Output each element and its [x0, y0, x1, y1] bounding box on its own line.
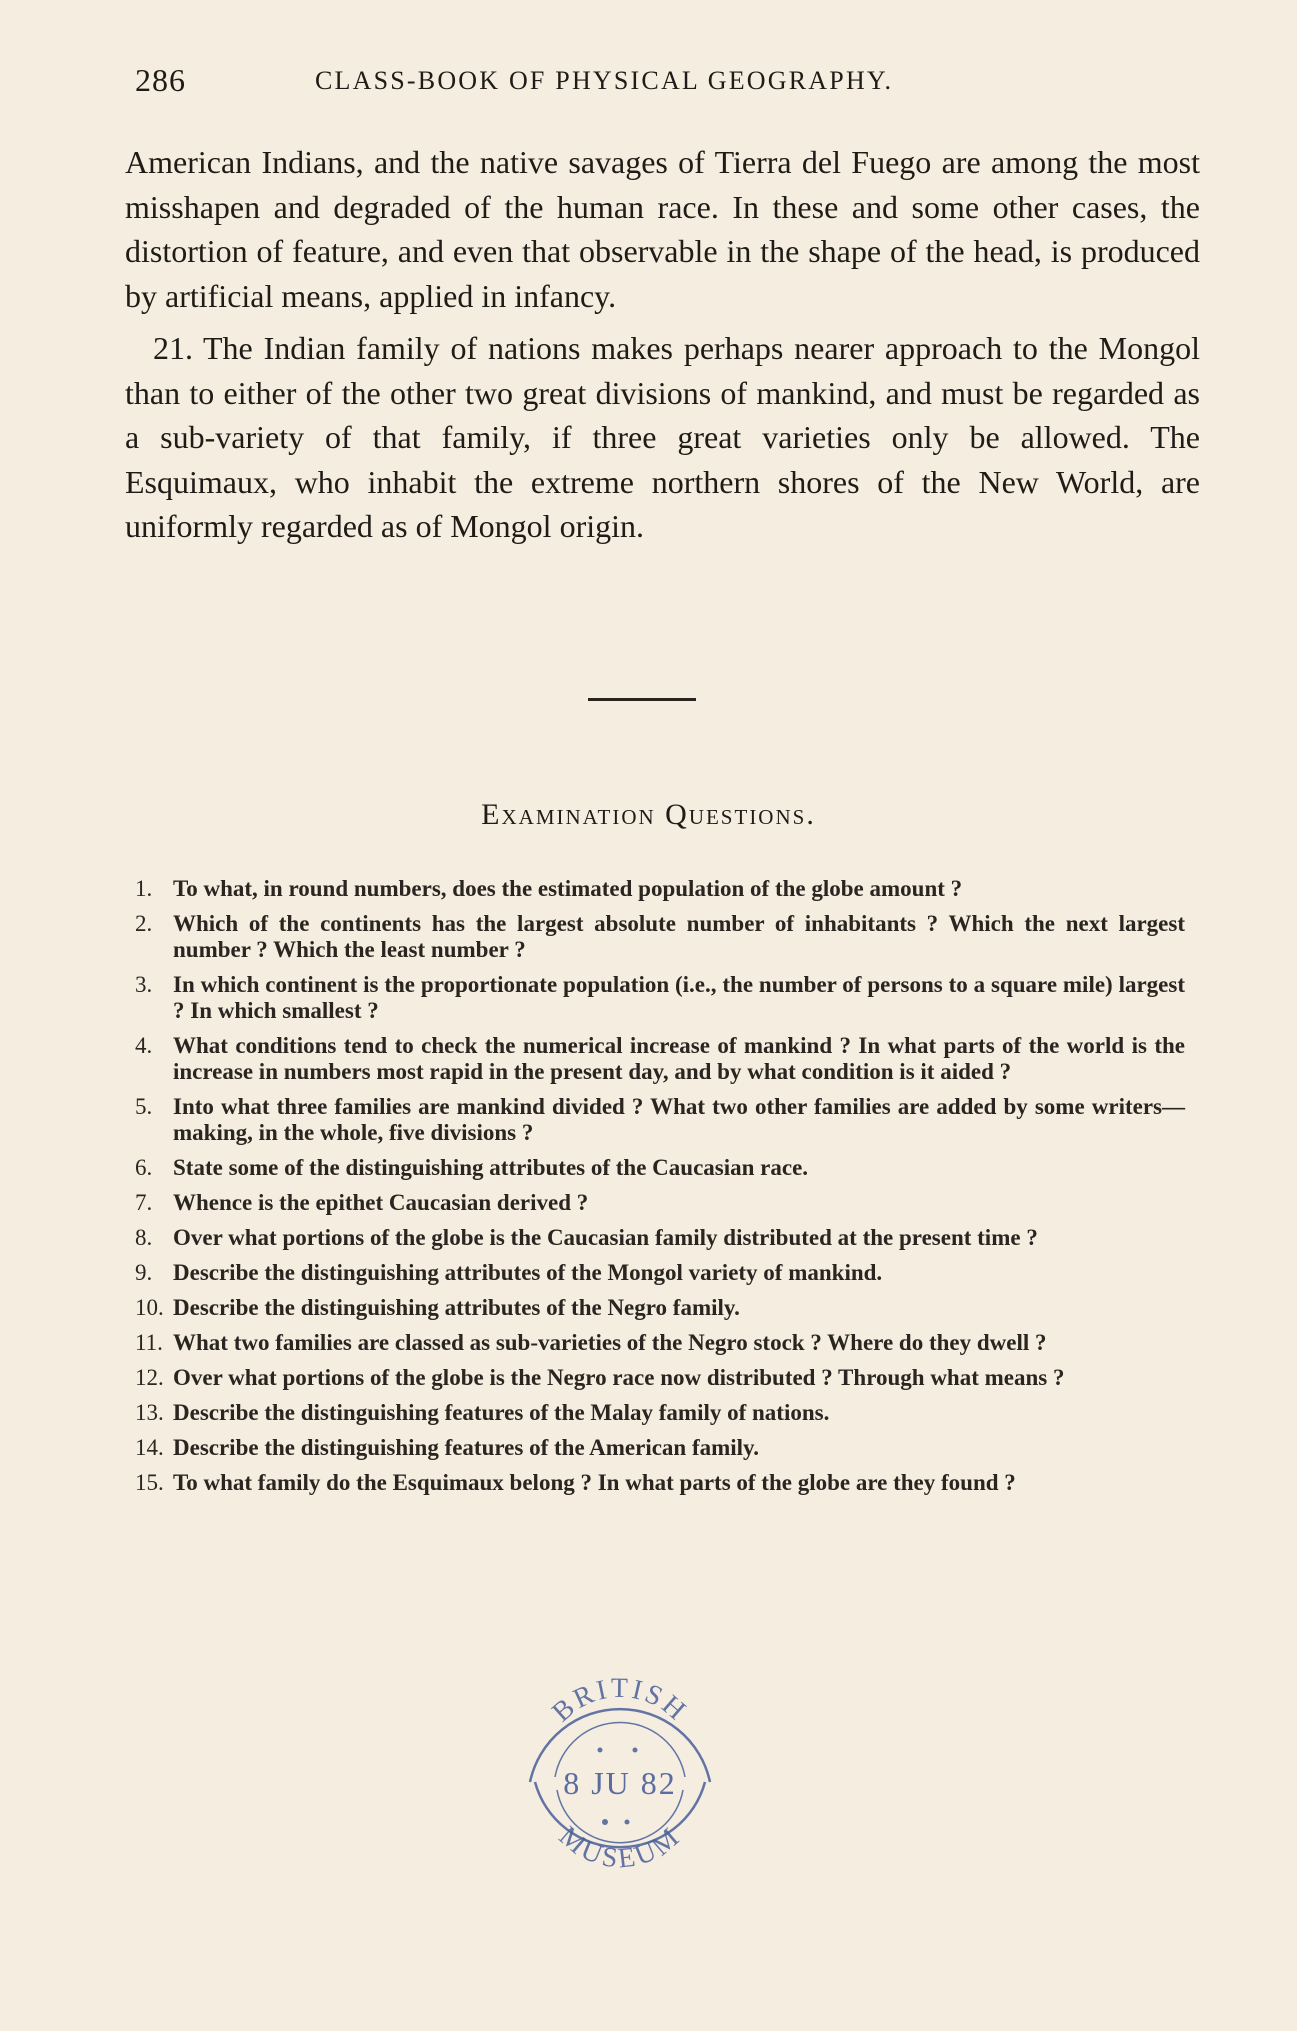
question-item: [135, 1094, 1185, 1146]
running-title: CLASS-BOOK OF PHYSICAL GEOGRAPHY.: [315, 66, 894, 95]
question-number: 9.: [135, 1260, 153, 1285]
question-text: To what family do the Esquimaux belong ? In what parts of the globe are they found ?: [173, 1470, 1016, 1495]
stamp-date: 8 JU 82: [563, 1765, 677, 1801]
question-item: [135, 911, 1185, 963]
paragraph-number: 21.: [153, 330, 193, 366]
question-number: 13.: [135, 1400, 164, 1425]
question-number: 15.: [135, 1470, 164, 1495]
question-text: Into what three families are mankind divided ? What two other families are added by some writers—making, in the whole, five divisions ?: [173, 1094, 1185, 1145]
questions-list: [135, 876, 1185, 1505]
question-text: Over what portions of the globe is the Caucasian family distributed at the present time ?: [173, 1225, 1038, 1250]
question-item: [135, 876, 1185, 902]
question-number: 11.: [135, 1330, 163, 1355]
question-text: In which continent is the proportionate population (i.e., the number of persons to a square mile) largest ? In which smallest ?: [173, 972, 1185, 1023]
body-text: [125, 140, 1200, 557]
question-item: [135, 1400, 1185, 1426]
question-number: 6.: [135, 1155, 153, 1180]
stamp-graphic: [505, 1672, 735, 1882]
question-text: Whence is the epithet Caucasian derived ?: [173, 1190, 589, 1215]
question-item: [135, 1435, 1185, 1461]
question-number: 5.: [135, 1094, 153, 1119]
question-item: [135, 1295, 1185, 1321]
question-text: What two families are classed as sub-varieties of the Negro stock ? Where do they dwell ?: [173, 1330, 1047, 1355]
question-item: [135, 1470, 1185, 1496]
question-number: 10.: [135, 1295, 164, 1320]
question-item: [135, 972, 1185, 1024]
question-number: 1.: [135, 876, 153, 901]
question-number: 4.: [135, 1033, 153, 1058]
question-text: What conditions tend to check the numerical increase of mankind ? In what parts of the world is the increase in numbers most rapid in the present day, and by what condition is it aided ?: [173, 1033, 1185, 1084]
question-number: 12.: [135, 1365, 164, 1390]
question-item: [135, 1225, 1185, 1251]
paragraph-2-text: The Indian family of nations makes perhaps nearer approach to the Mongol than to either of the other two great divisions of mankind, and must be regarded as a sub-variety of that family, if three great varieties only be allowed. The Esquimaux, who inhabit the extreme northern shores of the New World, are uniformly regarded as of Mongol origin.: [125, 330, 1200, 544]
question-number: 14.: [135, 1435, 164, 1460]
stamp-top-text: BRITISH: [546, 1672, 694, 1729]
question-text: Describe the distinguishing features of the American family.: [173, 1435, 760, 1460]
question-text: To what, in round numbers, does the estimated population of the globe amount ?: [173, 876, 963, 901]
section-divider: [588, 698, 696, 701]
question-number: 3.: [135, 972, 153, 997]
museum-stamp: [505, 1672, 735, 1882]
question-text: Describe the distinguishing attributes of the Mongol variety of mankind.: [173, 1260, 883, 1285]
question-number: 8.: [135, 1225, 153, 1250]
paragraph-1: American Indians, and the native savages of Tierra del Fuego are among the most misshapen and degraded of the human race. In these and some other cases, the distortion of feature, and even that observable in the shape of the head, is produced by artificial means, applied in infancy.: [125, 144, 1200, 314]
section-title: Examination Questions.: [481, 798, 816, 831]
question-text: Over what portions of the globe is the Negro race now distributed ? Through what means ?: [173, 1365, 1065, 1390]
question-text: Describe the distinguishing attributes of the Negro family.: [173, 1295, 740, 1320]
page-header: [135, 62, 1195, 112]
question-item: [135, 1260, 1185, 1286]
question-item: [135, 1190, 1185, 1216]
paragraph-2: [125, 326, 1200, 549]
question-number: 2.: [135, 911, 153, 936]
question-item: [135, 1365, 1185, 1391]
question-number: 7.: [135, 1190, 153, 1215]
question-text: Describe the distinguishing features of the Malay family of nations.: [173, 1400, 830, 1425]
question-item: [135, 1155, 1185, 1181]
question-item: [135, 1033, 1185, 1085]
page-number: 286: [135, 62, 186, 98]
question-item: [135, 1330, 1185, 1356]
stamp-bottom-text: MUSEUM: [552, 1820, 688, 1875]
question-text: State some of the distinguishing attributes of the Caucasian race.: [173, 1155, 809, 1180]
question-text: Which of the continents has the largest absolute number of inhabitants ? Which the next largest number ? Which the least number ?: [173, 911, 1185, 962]
